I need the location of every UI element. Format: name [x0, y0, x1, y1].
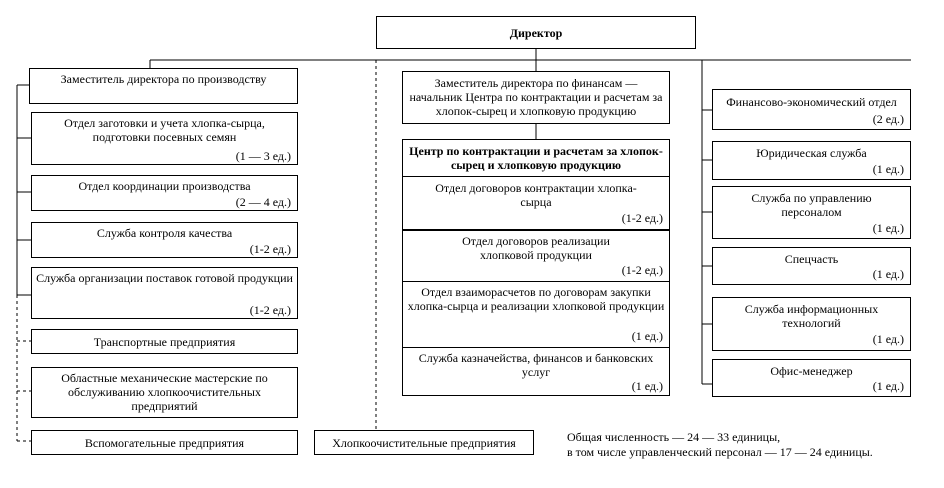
treasury-service-section	[403, 347, 669, 397]
it-service-count: (1 ед.)	[872, 332, 904, 346]
it-service-label: Служба информационных технологий	[744, 302, 879, 330]
special-unit-count: (1 ед.)	[872, 267, 904, 281]
director-label: Директор	[509, 26, 563, 40]
management-headcount: в том числе управленческий персонал — 17 — 24 единицы.	[567, 445, 873, 459]
legal-service-label: Юридическая служба	[756, 146, 867, 160]
hr-service-box	[712, 186, 911, 239]
office-manager-box	[712, 359, 911, 397]
workshops-box	[31, 367, 298, 418]
special-unit-box	[712, 247, 911, 285]
finance-economic-dept-box	[712, 89, 911, 130]
special-unit-label: Спецчасть	[784, 252, 839, 266]
auxiliary-enterprises-box	[31, 430, 298, 455]
settlements-dept-section	[403, 281, 669, 348]
settlements-dept-label: Отдел взаиморасчетов по договорам закупки хлопка-сырца и реализации хлопковой продукции	[407, 285, 665, 313]
finance-economic-dept-label: Финансово-экономический отдел	[726, 95, 897, 109]
deputy-production-label: Заместитель директора по производству	[60, 72, 267, 86]
ginning-enterprises-box	[314, 430, 534, 455]
coordination-dept-box	[31, 175, 298, 211]
supply-service-count: (1-2 ед.)	[249, 303, 291, 317]
contracting-center-title: Центр по контрактации и расчетам за хлопок-сырец и хлопковую продукцию	[409, 144, 663, 172]
treasury-service-count: (1 ед.)	[631, 379, 663, 393]
procurement-dept-box	[31, 112, 298, 165]
deputy-finance-box	[402, 71, 670, 124]
workshops-label: Областные механические мастерские по обслуживанию хлопкоочистительных предприятий	[61, 371, 268, 413]
settlements-dept-count: (1 ед.)	[631, 329, 663, 343]
finance-economic-dept-count: (2 ед.)	[872, 112, 904, 126]
transport-enterprises-label: Транспортные предприятия	[93, 335, 236, 349]
director-box	[376, 16, 696, 49]
supply-service-box	[31, 267, 298, 319]
legal-service-count: (1 ед.)	[872, 162, 904, 176]
transport-enterprises-box	[31, 329, 298, 354]
sales-dept-section	[403, 229, 669, 283]
sales-dept-label: Отдел договоров реализации хлопковой продукции	[462, 234, 610, 262]
auxiliary-enterprises-label: Вспомогательные предприятия	[84, 436, 245, 450]
sales-dept-count: (1-2 ед.)	[621, 263, 663, 277]
deputy-production-box	[29, 68, 298, 104]
contract-dept-label: Отдел договоров контрактации хлопка-сырца	[435, 181, 637, 209]
total-headcount: Общая численность — 24 — 33 единицы,	[567, 430, 781, 444]
coordination-dept-count: (2 — 4 ед.)	[235, 195, 291, 209]
deputy-finance-label: Заместитель директора по финансам — начальник Центра по контрактации и расчетам за хлопок-сырец и хлопковую продукцию	[409, 76, 663, 118]
office-manager-count: (1 ед.)	[872, 379, 904, 393]
hr-service-label: Служба по управлению персоналом	[751, 191, 872, 219]
legal-service-box	[712, 141, 911, 180]
contract-dept-section	[403, 176, 669, 229]
supply-service-label: Служба организации поставок готовой продукции	[36, 271, 293, 285]
procurement-dept-label: Отдел заготовки и учета хлопка-сырца, подготовки посевных семян	[64, 116, 265, 144]
contract-dept-count: (1-2 ед.)	[621, 211, 663, 225]
ginning-enterprises-label: Хлопкоочистительные предприятия	[332, 436, 516, 450]
it-service-box	[712, 297, 911, 351]
quality-control-count: (1-2 ед.)	[249, 242, 291, 256]
quality-control-label: Служба контроля качества	[96, 226, 233, 240]
contracting-center-box	[402, 139, 670, 396]
hr-service-count: (1 ед.)	[872, 221, 904, 235]
procurement-dept-count: (1 — 3 ед.)	[235, 149, 291, 163]
treasury-service-label: Служба казначейства, финансов и банковских услуг	[418, 351, 654, 379]
quality-control-box	[31, 222, 298, 258]
coordination-dept-label: Отдел координации производства	[78, 179, 251, 193]
office-manager-label: Офис-менеджер	[770, 364, 853, 378]
